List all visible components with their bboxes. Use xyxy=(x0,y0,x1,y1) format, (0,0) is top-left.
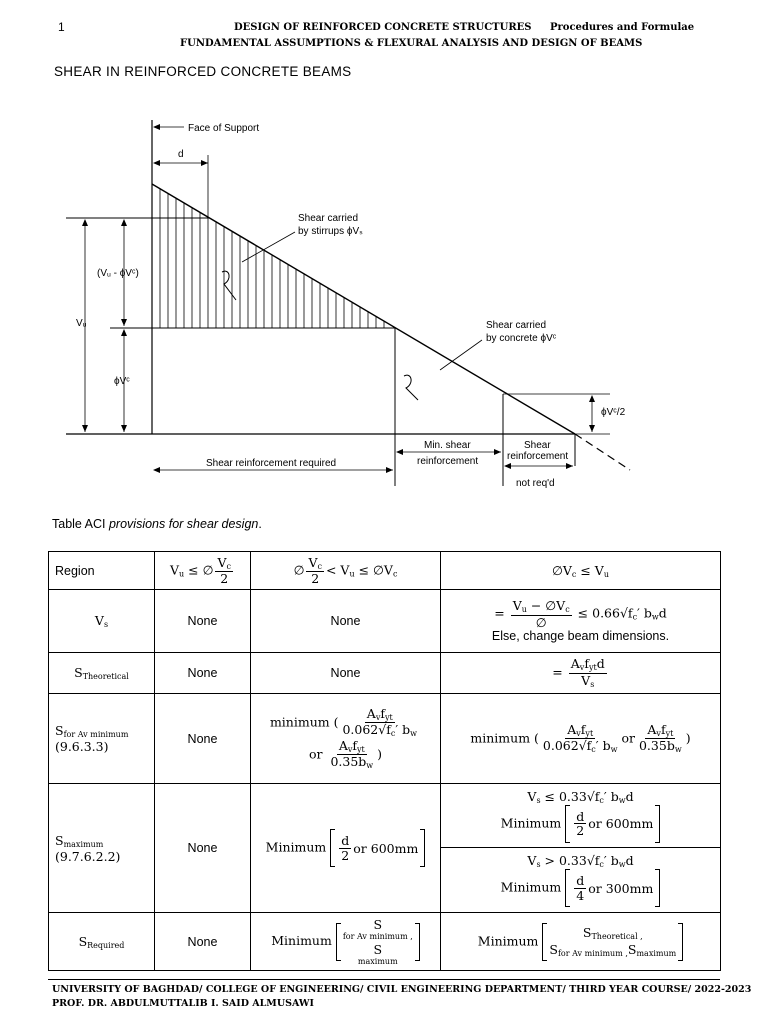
page-number: 1 xyxy=(58,20,65,34)
region1-header: $V_u$ ≤ ∅ $\frac{V_c}{2}$ xyxy=(155,552,251,590)
region-header: Region xyxy=(49,552,155,590)
caption-italic: provisions for shear design xyxy=(108,517,259,531)
doc-type: Procedures and Formulae xyxy=(550,22,695,33)
vs-region2: None xyxy=(251,590,441,653)
s-theo-region3: = $\frac{A_vf_{yt}d}{V_s}$ xyxy=(441,653,721,694)
s-theoretical-label: $S_{Theoretical}$ xyxy=(49,653,155,694)
minimum-word-1: minimum xyxy=(269,714,330,730)
shear-reinf-label-1: Shear xyxy=(524,440,551,451)
s-req-region3: Minimum $S_{Theoretical ,}$ $S_{for Av minimum ,}S_{maximum}$ xyxy=(441,913,721,971)
Minimum-word-3: Minimum xyxy=(500,879,562,895)
s-req-region1: None xyxy=(155,913,251,971)
s-min-row xyxy=(49,694,721,784)
shear-reinf-required-label: Shear reinforcement required xyxy=(206,458,337,469)
shear-provisions-table xyxy=(48,551,721,971)
s-min-region2: minimum ( $\frac{A_vf_{yt}}{0.062√f_c' b_w}$ or $\frac{A_vf_{yt}}{0.35b_w}$ ) xyxy=(251,694,441,784)
footer-line1: UNIVERSITY OF BAGHDAD/ COLLEGE OF ENGINEERING/ CIVIL ENGINEERING DEPARTMENT/ THIRD YEAR COURSE/ 2022-2023 xyxy=(52,984,752,995)
s-max-case2: $V_s > 0.33√f_c'$ $b_wd$ Minimum $\frac{d}{4}$ or 300mm xyxy=(441,848,720,912)
min-shear-label-2: reinforcement xyxy=(417,456,479,467)
concrete-label-2: by concrete ϕVᶜ xyxy=(486,333,557,344)
s-min-label: $S_{for Av minimum}$ (9.6.3.3) xyxy=(49,694,155,784)
stirrups-label-1: Shear carried xyxy=(298,213,359,224)
coef-035-a: 0.35 xyxy=(330,753,359,769)
ref-min: (9.6.3.3) xyxy=(55,739,109,754)
vu-minus-phivc-label: (Vᵤ - ϕVᶜ) xyxy=(97,268,139,279)
coef-0062-a: 0.062 xyxy=(342,722,379,738)
min-shear-label-1: Min. shear xyxy=(424,440,471,451)
or-600-b: or 600mm xyxy=(588,816,654,831)
shear-reinf-label-2: reinforcement xyxy=(507,451,569,462)
region3-header: $\emptyset V_c \le V_u$ xyxy=(441,552,721,590)
vs-region3: = $\frac{V_u - \emptyset V_c}{\emptyset}$ ≤ $0.66√f_c'$ $b_wd$ Else, change beam dimensions. xyxy=(441,590,721,653)
s-max-region2: Minimum $\frac{d}{2}$ or 600mm xyxy=(251,784,441,913)
s-min-region1: None xyxy=(155,694,251,784)
Minimum-word-2: Minimum xyxy=(500,815,562,830)
s-required-row xyxy=(49,913,721,971)
or-word-2: or xyxy=(621,730,635,745)
Minimum-word-1: Minimum xyxy=(265,839,327,855)
or-word-1: or xyxy=(308,745,323,761)
vu-label: Vᵤ xyxy=(76,318,87,329)
phivc-half-label: ϕVᶜ/2 xyxy=(601,407,626,418)
coef-066: 0.66 xyxy=(592,605,620,621)
limit-a: 0.33 xyxy=(558,788,587,804)
section-title: SHEAR IN REINFORCED CONCRETE BEAMS xyxy=(54,64,352,79)
s-required-label: $S_{Required}$ xyxy=(49,913,155,971)
s-max-case1: $V_s \le 0.33√f_c'$ $b_wd$ Minimum $\frac{d}{2}$ or 600mm xyxy=(441,784,720,848)
stirrups-label-2: by stirrups ϕVₛ xyxy=(298,226,363,237)
else-change-text: Else, change beam dimensions. xyxy=(491,628,670,643)
region2-header: ∅ $\frac{V_c}{2}$ < $V_u$ ≤ $\emptyset V_c$ xyxy=(251,552,441,590)
phivc-label: ϕVᶜ xyxy=(114,376,130,387)
minimum-word-2: minimum xyxy=(470,730,531,745)
vs-region1: None xyxy=(155,590,251,653)
s-theo-region1: None xyxy=(155,653,251,694)
caption-prefix: Table ACI xyxy=(52,517,109,531)
header-subtitle: FUNDAMENTAL ASSUMPTIONS & FLEXURAL ANALYSIS AND DESIGN OF BEAMS xyxy=(180,38,643,49)
caption-suffix: . xyxy=(258,517,262,531)
s-max-region3 xyxy=(441,784,721,913)
face-of-support-label: Face of Support xyxy=(188,123,260,134)
Minimum-word-5: Minimum xyxy=(477,933,539,948)
s-theo-region2: None xyxy=(251,653,441,694)
coef-035-b: 0.35 xyxy=(638,738,667,753)
footer-rule xyxy=(48,979,720,980)
concrete-label-1: Shear carried xyxy=(486,320,547,331)
not-reqd-label: not req'd xyxy=(516,478,555,489)
ref-max: (9.7.6.2.2) xyxy=(55,848,121,864)
vs-row xyxy=(49,590,721,653)
s-theoretical-row xyxy=(49,653,721,694)
footer-line2: PROF. DR. ABDULMUTTALIB I. SAID ALMUSAWI xyxy=(52,998,314,1009)
course-title: DESIGN OF REINFORCED CONCRETE STRUCTURES xyxy=(234,22,532,33)
table-header-row xyxy=(49,552,721,590)
table-caption xyxy=(52,517,262,531)
s-max-region1: None xyxy=(155,784,251,913)
s-max-label: $S_{maximum}$ (9.7.6.2.2) xyxy=(49,784,155,913)
coef-0062-b: 0.062 xyxy=(542,738,579,753)
d-label: d xyxy=(178,149,184,160)
s-min-region3: minimum ( $\frac{A_vf_{yt}}{0.062√f_c' b_w}$ or $\frac{A_vf_{yt}}{0.35b_w}$ ) xyxy=(441,694,721,784)
vs-label: $V_s$ xyxy=(49,590,155,653)
Minimum-word-4: Minimum xyxy=(271,933,332,948)
s-max-row xyxy=(49,784,721,913)
limit-b: 0.33 xyxy=(558,853,587,868)
shear-line xyxy=(152,184,575,434)
or-600-a: or 600mm xyxy=(353,840,419,856)
or-300: or 300mm xyxy=(588,880,654,896)
s-req-region2: Minimum S for Av minimum , S maximum xyxy=(251,913,441,971)
